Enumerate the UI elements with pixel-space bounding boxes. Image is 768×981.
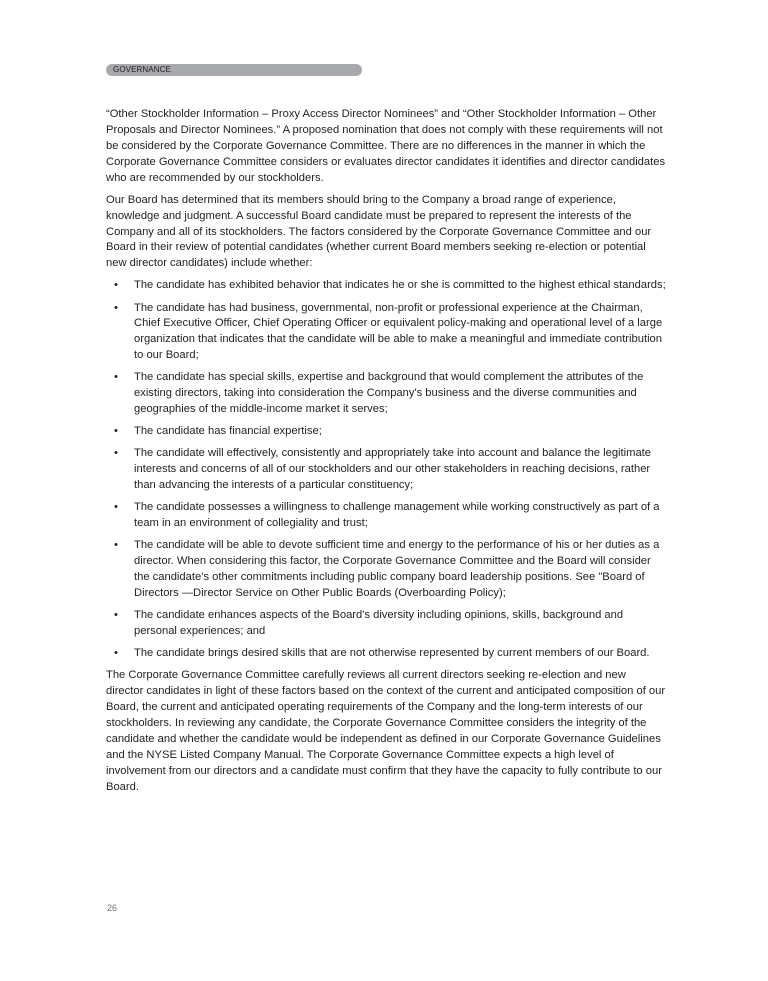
- list-item: • The candidate has special skills, expertise and background that would complement the attributes of the existing directors, taking into consideration the Company's business and the diverse communities and geographies of the middle-income market it serves;: [114, 371, 644, 416]
- list-item: • The candidate possesses a willingness to challenge management while working constructively as part of a team in an environment of collegiality and trust;: [114, 501, 660, 530]
- section-header-bar: [106, 64, 362, 76]
- list-item: • The candidate brings desired skills that are not otherwise represented by current members of our Board.: [106, 646, 666, 662]
- bullet-icon: •: [114, 447, 118, 460]
- list-item: • The candidate will effectively, consistently and appropriately take into account and balance the legitimate interests and concerns of all of our stockholders and our other stakeholders in reaching decisions, rather than advancing the interests of a particular constituency;: [114, 447, 652, 492]
- bullet-icon: •: [114, 539, 118, 552]
- bullet-icon: •: [114, 301, 118, 314]
- list-item: • The candidate enhances aspects of the Board's diversity including opinions, skills, background and personal experiences; and: [114, 609, 624, 637]
- list-item: • The candidate has had business, governmental, non-profit or professional experience at the Chairman, Chief Executive Officer, Chief Operating Officer or equivalent policy-making and operational level of a large organization that indicates that the candidate will be able to make a meaningful and immediate contribution to our Board;: [114, 301, 663, 362]
- page-number: 26: [107, 903, 118, 913]
- paragraph-board-criteria-intro: Our Board has determined that its members should bring to the Company a broad range of experience, knowledge and judgment. A successful Board candidate must be prepared to represent the interests of the Company and all of its stockholders. The factors considered by the Corporate Governance Committee and our Board in their review of potential candidates (whether current Board members seeking re-election or potential new director candidates) include whether:: [106, 193, 652, 270]
- bullet-icon: •: [114, 501, 118, 514]
- section-label: GOVERNANCE: [113, 65, 171, 74]
- paragraph-nomination-requirements: “Other Stockholder Information – Proxy Access Director Nominees” and “Other Stockholder Information – Other Proposals and Director Nominees.” A proposed nomination that does not comply with these requirements will not be considered by the Corporate Governance Committee. There are no differences in the manner in which the Corporate Governance Committee considers or evaluates director candidates it identifies and director candidates who are recommended by our stockholders.: [106, 108, 666, 184]
- bullet-icon: •: [114, 609, 118, 622]
- paragraph-committee-review: The Corporate Governance Committee carefully reviews all current directors seeking re-election and new director candidates in light of these factors based on the context of the current and anticipated composition of our Board, the current and anticipated operating requirements of the Company and the long-term interests of our stockholders. In reviewing any candidate, the Corporate Governance Committee considers the integrity of the candidate and whether the candidate would be independent as defined in our Corporate Governance Guidelines and the NYSE Listed Company Manual. The Corporate Governance Committee expects a high level of involvement from our directors and a candidate must confirm that they have the capacity to fully contribute to our Board.: [106, 669, 666, 793]
- bullet-icon: •: [114, 647, 118, 660]
- list-item: • The candidate has exhibited behavior that indicates he or she is committed to the highest ethical standards;: [106, 278, 666, 294]
- list-item: • The candidate will be able to devote sufficient time and energy to the performance of his or her duties as a director. When considering this factor, the Corporate Governance Committee and the Board will consider the candidate’s other commitments including public company board leadership positions. See "Board of Directors —Director Service on Other Public Boards (Overboarding Policy);: [114, 539, 660, 599]
- bullet-icon: •: [114, 425, 118, 438]
- list-item: • The candidate has financial expertise;: [106, 424, 666, 440]
- bullet-icon: •: [114, 371, 118, 384]
- bullet-icon: •: [114, 279, 118, 292]
- page-body: [106, 107, 666, 802]
- candidate-criteria-list: [106, 278, 666, 662]
